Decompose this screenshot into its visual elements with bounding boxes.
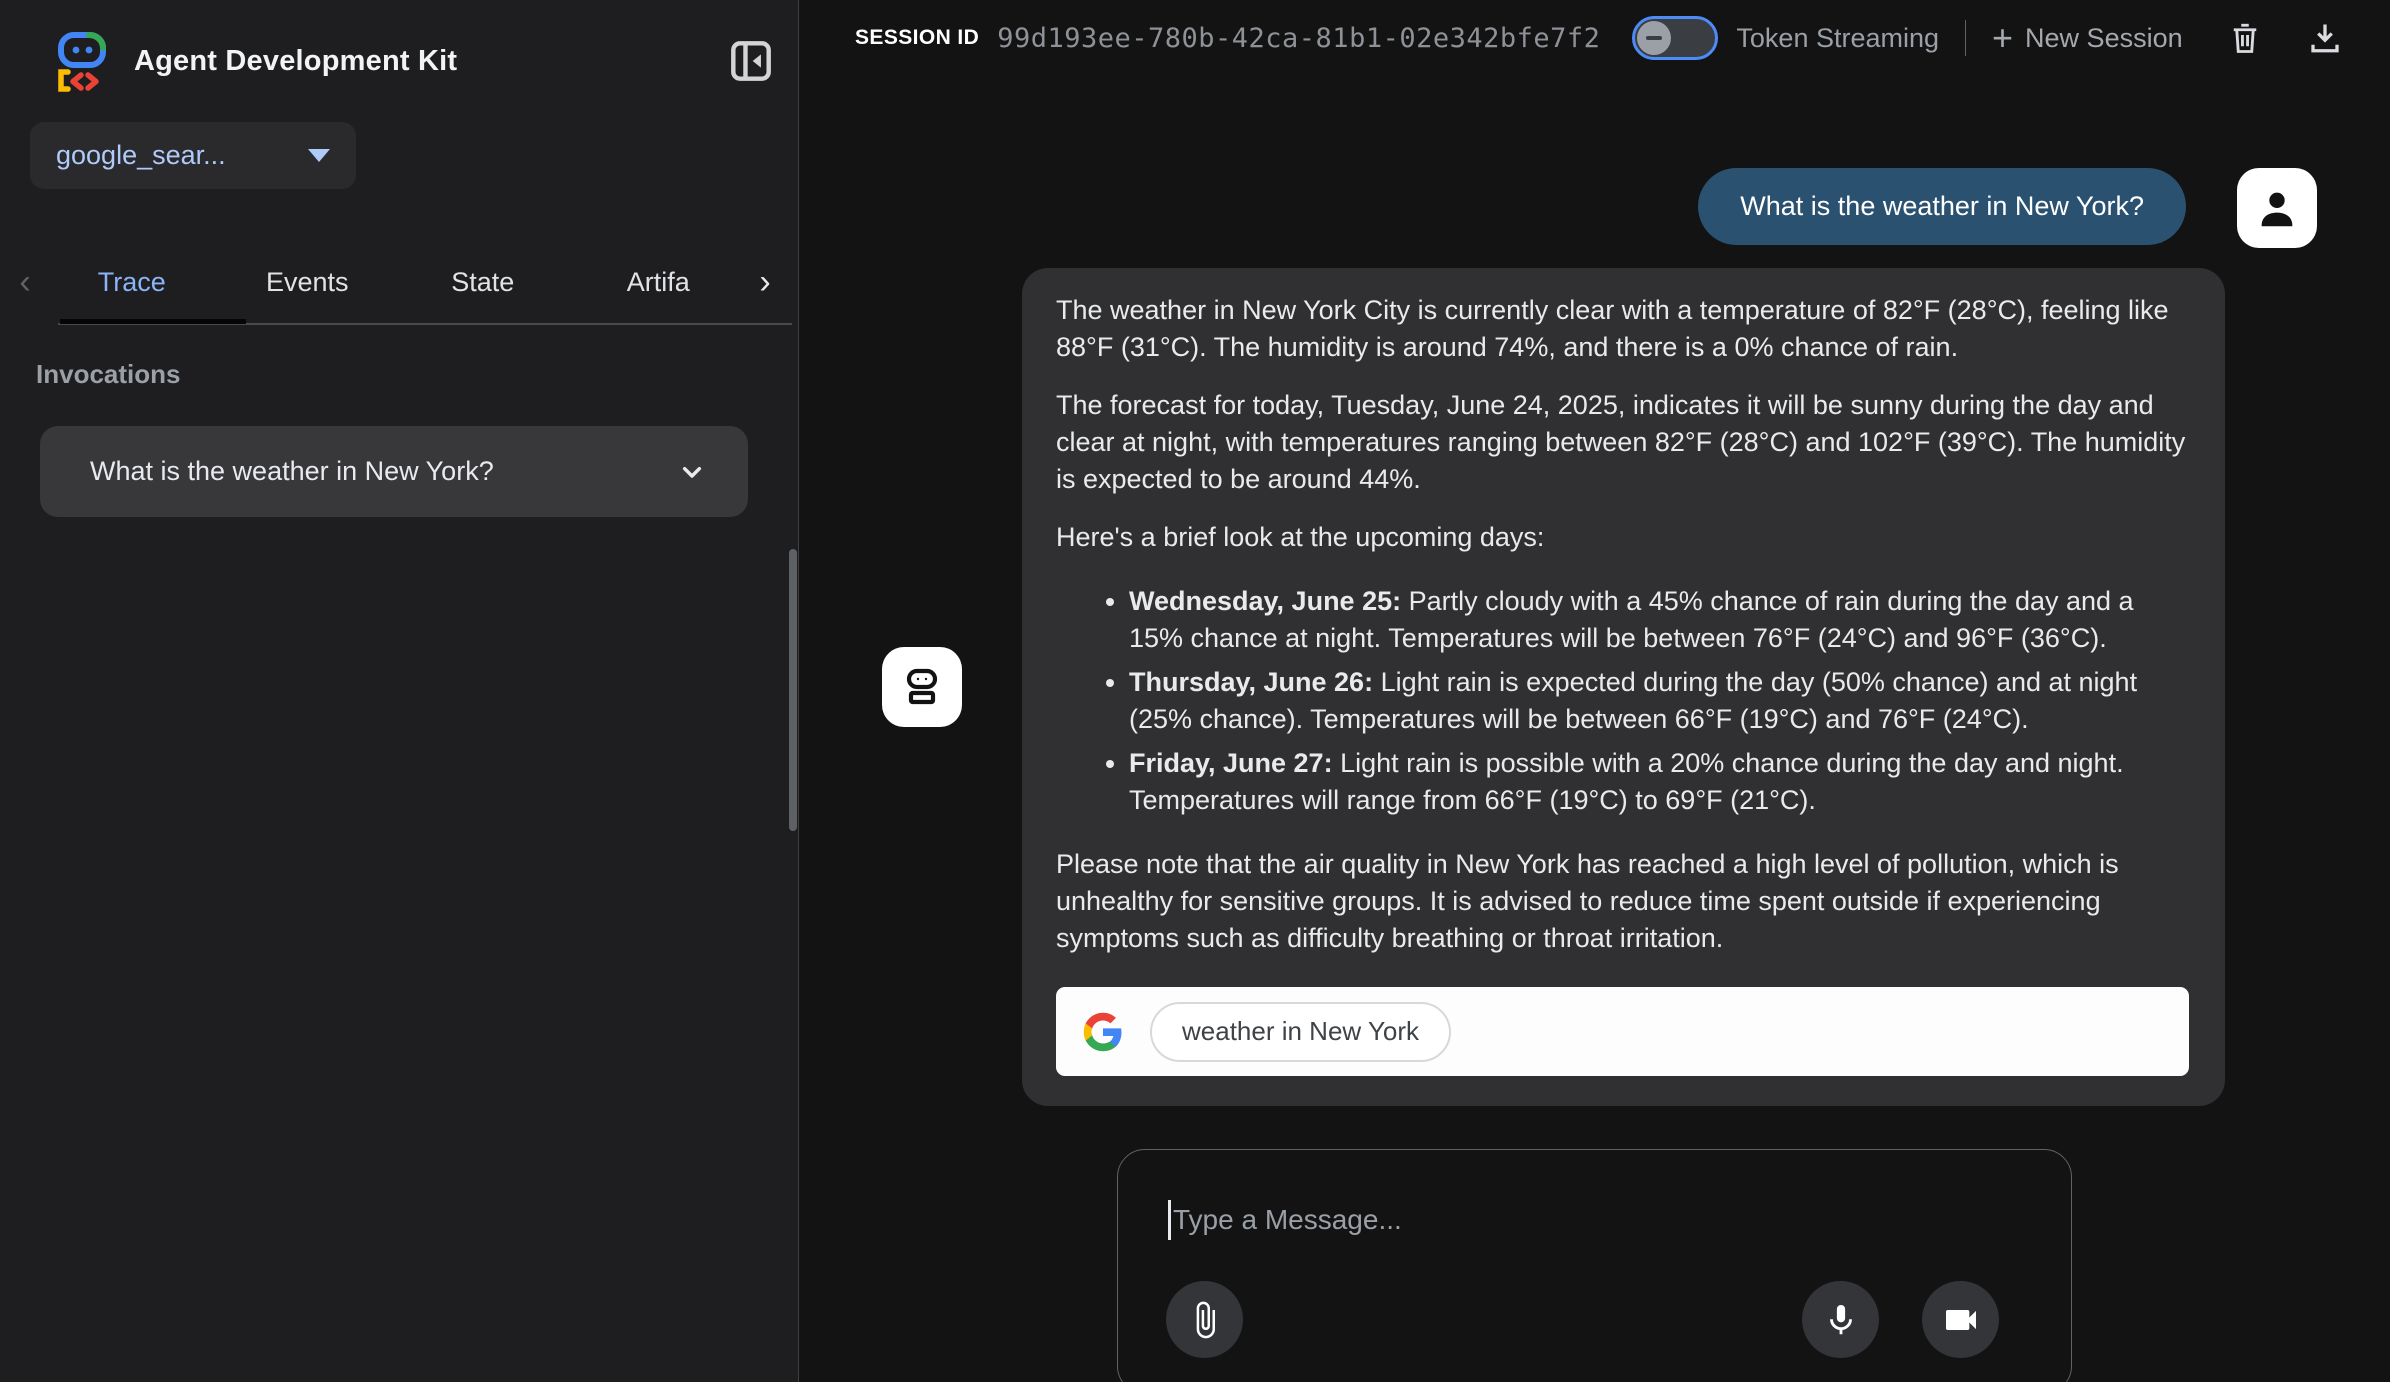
sidebar-header [0,0,798,92]
tab-events[interactable]: Events [265,266,349,297]
app-title: Agent Development Kit [134,44,458,77]
bullet-text: Partly cloudy with a 45% chance of rain during the day and a 15% chance at night. Temperatures will be between 76°F (24°C) and 96°F (36°C). [1129,586,2134,653]
tab-state[interactable]: State [451,266,515,297]
session-id-label: SESSION ID [855,26,980,49]
video-camera-icon [1941,1300,1981,1340]
bullet-title: Thursday, June 26: [1129,667,1374,697]
delete-session-icon[interactable] [2227,20,2263,56]
robot-icon [898,663,946,711]
sidebar-tabs [0,253,798,325]
google-search-suggestion-bar [1056,987,2189,1076]
paperclip-icon [1185,1300,1225,1340]
bullet-text: Light rain is possible with a 20% chance during the day and night. Temperatures will range from 66°F (19°C) to 69°F (21°C). [1129,748,2124,815]
sidebar-scrollbar[interactable] [789,549,797,831]
dropdown-arrow-icon [308,149,330,162]
plus-icon: + [1992,17,2014,58]
bot-paragraph: Here's a brief look at the upcoming days: [1056,522,1545,552]
list-item [1129,583,2189,657]
invocations-heading: Invocations [36,359,181,389]
input-placeholder-row [1168,1200,1402,1240]
token-streaming-label: Token Streaming [1736,22,1940,53]
tab-artifacts[interactable]: Artifa [626,266,690,297]
message-input[interactable] [1117,1149,2072,1382]
active-tab-indicator [60,319,246,324]
search-suggestion-chip[interactable]: weather in New York [1150,1002,1451,1062]
attach-file-button[interactable] [1166,1281,1243,1358]
bullet-title: Friday, June 27: [1129,748,1333,778]
text-caret [1168,1200,1171,1240]
header-divider [1965,20,1966,56]
main-panel [799,0,2390,1382]
bot-paragraph: The weather in New York City is currently clear with a temperature of 82°F (28°C), feeling like 88°F (31°C). The humidity is around 74%, and there is a 0% chance of rain. [1056,295,2169,362]
forecast-list [1056,583,2189,819]
bot-paragraph: Please note that the air quality in New York has reached a high level of pollution, which is unhealthy for sensitive groups. It is advised to reduce time spent outside if experiencing symptoms such as difficulty breathing or throat irritation. [1056,849,2119,953]
new-session-label: New Session [2025,22,2183,53]
session-id-value: 99d193ee-780b-42ca-81b1-02e342bfe7f2 [997,22,1601,54]
bot-message-bubble [1022,268,2225,1106]
agent-selector-value: google_sear... [56,140,226,170]
list-item [1129,745,2189,819]
chat-area [799,168,2390,1382]
tabs-underline [58,323,792,325]
user-avatar [2237,168,2317,248]
session-header [799,0,2390,76]
adk-logo-icon [52,30,114,92]
bullet-text: Light rain is expected during the day (50% chance) and at night (25% chance). Temperatures will be between 66°F (19°C) and 76°F (24°C). [1129,667,2138,734]
bullet-title: Wednesday, June 25: [1129,586,1402,616]
person-icon [2254,185,2300,231]
bot-paragraph: The forecast for today, Tuesday, June 24, 2025, indicates it will be sunny during the day and clear at night, with temperatures ranging between 82°F (28°C) and 102°F (39°C). The humidity is expected to be around 44%. [1056,390,2186,494]
invocation-item-label: What is the weather in New York? [90,456,494,486]
agent-selector-dropdown[interactable] [30,122,356,189]
google-g-icon [1082,1011,1124,1053]
list-item [1129,664,2189,738]
microphone-icon [1822,1301,1860,1339]
user-message-bubble: What is the weather in New York? [1698,168,2186,245]
tab-trace[interactable]: Trace [97,266,166,297]
toggle-knob [1637,21,1671,55]
input-placeholder: Type a Message... [1173,1204,1402,1235]
sidebar [0,0,799,1382]
bot-avatar [882,647,962,727]
user-message-row [799,168,2390,248]
tabs-scroll-left-icon[interactable]: ‹ [19,262,31,301]
collapse-panel-icon[interactable] [730,40,772,82]
invocation-item[interactable] [40,426,748,517]
chevron-down-icon[interactable] [676,456,708,488]
tabs-scroll-right-icon[interactable]: › [759,262,771,301]
video-button[interactable] [1922,1281,1999,1358]
export-session-icon[interactable] [2307,20,2343,56]
bot-message-row [882,268,2390,1106]
new-session-button[interactable] [1992,17,2183,58]
microphone-button[interactable] [1802,1281,1879,1358]
token-streaming-toggle[interactable] [1632,16,1718,60]
